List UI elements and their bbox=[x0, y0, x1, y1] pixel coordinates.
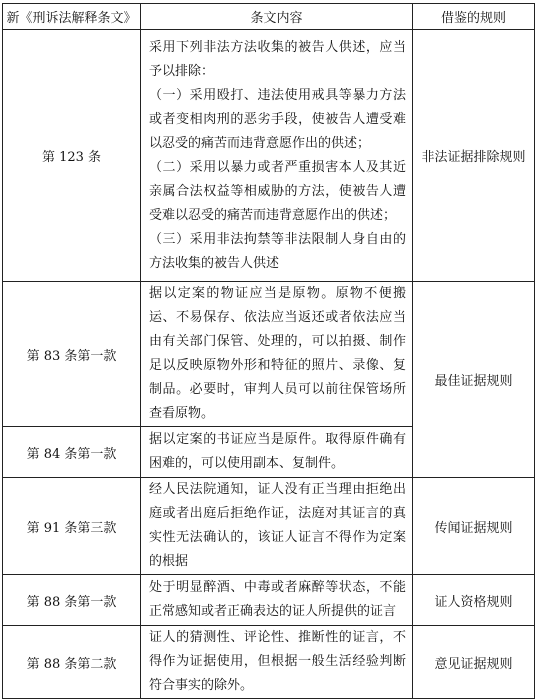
article-cell: 第 83 条第一款 bbox=[3, 282, 141, 427]
article-cell: 第 88 条第二款 bbox=[3, 626, 141, 699]
header-rule: 借鉴的规则 bbox=[413, 4, 535, 30]
content-paragraph: 据以定案的书证应当是原件。取得原件确有困难的，可以使用副本、复制件。 bbox=[149, 432, 406, 471]
content-paragraph: 采用下列非法方法收集的被告人供述，应当予以排除： bbox=[149, 39, 406, 79]
content-paragraph: 证人的猜测性、评论性、推断性的证言，不得作为证据使用，但根据一般生活经验判断符合事实的除外。 bbox=[149, 630, 406, 693]
header-content: 条文内容 bbox=[141, 4, 413, 30]
article-cell: 第 84 条第一款 bbox=[3, 427, 141, 478]
content-paragraph: （一）采用殴打、违法使用戒具等暴力方法或者变相肉刑的恶劣手段，使被告人遭受难以忍受的痛苦而违背意愿作出的供述； bbox=[149, 87, 406, 151]
content-paragraph: 据以定案的物证应当是原物。原物不便搬运、不易保存、依法应当返还或者依法应当由有关部门保管、处理的，可以拍摄、制作足以反映原物外形和特征的照片、录像、复制品。必要时，审判人员可以前往保管场所查看原物。 bbox=[149, 286, 406, 421]
content-cell bbox=[141, 478, 413, 575]
content-cell bbox=[141, 626, 413, 699]
article-cell: 第 91 条第三款 bbox=[3, 478, 141, 575]
content-cell bbox=[141, 575, 413, 626]
content-paragraph: 经人民法院通知，证人没有正当理由拒绝出庭或者出庭后拒绝作证，法庭对其证言的真实性无法确认的，该证人证言不得作为定案的根据 bbox=[149, 482, 406, 569]
content-cell bbox=[141, 427, 413, 478]
rule-cell: 非法证据排除规则 bbox=[413, 30, 535, 282]
law-comparison-table bbox=[2, 3, 535, 699]
article-cell: 第 88 条第一款 bbox=[3, 575, 141, 626]
content-paragraph: （三）采用非法拘禁等非法限制人身自由的方法收集的被告人供述 bbox=[149, 231, 406, 271]
law-table-container bbox=[2, 3, 534, 693]
table-row bbox=[3, 575, 535, 626]
rule-cell: 传闻证据规则 bbox=[413, 478, 535, 575]
rule-cell: 最佳证据规则 bbox=[413, 282, 535, 478]
content-paragraph: （二）采用以暴力或者严重损害本人及其近亲属合法权益等相威胁的方法，使被告人遭受难以忍受的痛苦而违背意愿作出的供述； bbox=[149, 159, 406, 223]
table-row bbox=[3, 478, 535, 575]
rule-cell: 证人资格规则 bbox=[413, 575, 535, 626]
header-article: 新《刑诉法解释条文》 bbox=[3, 4, 141, 30]
table-row bbox=[3, 30, 535, 282]
content-paragraph: 处于明显醉酒、中毒或者麻醉等状态，不能正常感知或者正确表达的证人所提供的证言 bbox=[149, 580, 406, 619]
table-header-row bbox=[3, 4, 535, 30]
article-cell: 第 123 条 bbox=[3, 30, 141, 282]
rule-cell: 意见证据规则 bbox=[413, 626, 535, 699]
table-row bbox=[3, 282, 535, 427]
content-cell bbox=[141, 282, 413, 427]
content-cell bbox=[141, 30, 413, 282]
table-row bbox=[3, 626, 535, 699]
